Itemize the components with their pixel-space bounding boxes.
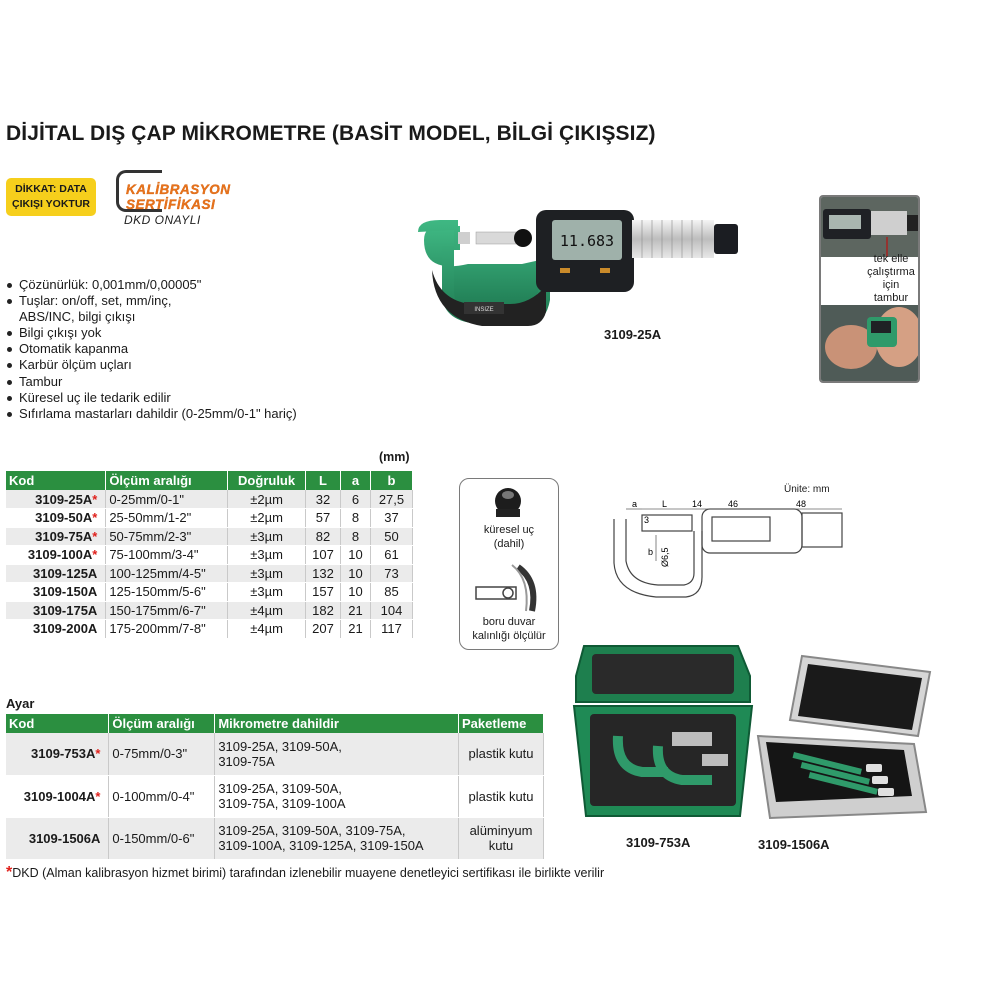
table-header-row: [6, 471, 413, 490]
table-row: [6, 583, 413, 602]
warning-badge: [6, 178, 96, 216]
cell-b: 85: [370, 583, 412, 602]
set-cell-range: 0-75mm/0-3": [109, 733, 215, 775]
cell-l: 107: [306, 546, 341, 565]
cell-code: 3109-175A: [6, 601, 106, 620]
set-col-header-packing: Paketleme: [459, 714, 544, 733]
set-cell-code: 3109-1506A: [6, 817, 109, 859]
cell-b: 37: [370, 509, 412, 528]
dimension-label-48: 48: [796, 499, 807, 509]
cell-b: 50: [370, 527, 412, 546]
inset-line1: tek elle: [873, 253, 909, 265]
set-table: [6, 714, 544, 860]
table-row: [6, 564, 413, 583]
col-header-l: L: [306, 471, 341, 490]
warning-line2: ÇIKIŞI YOKTUR: [12, 198, 90, 210]
calibration-logo: [116, 170, 246, 228]
set-section-title: Ayar: [6, 696, 35, 711]
inset-line3: için tambur: [873, 279, 909, 304]
product-caption: 3109-25A: [604, 327, 662, 342]
table-row: [6, 509, 413, 528]
feature-item: ABS/INC, bilgi çıkışı: [19, 309, 136, 325]
inset-caption: [865, 253, 917, 305]
set-cell-included: 3109-25A, 3109-50A, 3109-75A: [215, 733, 459, 775]
dimension-drawing: [606, 483, 846, 613]
set-row: [6, 775, 544, 817]
feature-item: Tambur: [6, 374, 297, 390]
display-readout: 11.683: [559, 232, 615, 250]
cell-a: 8: [341, 509, 371, 528]
page-title: DİJİTAL DIŞ ÇAP MİKROMETRE (BASİT MODEL, BİLGİ ÇIKIŞSIZ): [6, 122, 656, 145]
cell-range: 100-125mm/4-5": [106, 564, 228, 583]
dimension-label-46: 46: [728, 499, 739, 509]
table-row: [6, 527, 413, 546]
brand-text: INSIZE: [474, 307, 494, 313]
cell-a: 21: [341, 620, 371, 639]
cell-b: 27,5: [370, 490, 412, 509]
feature-list: [6, 277, 297, 422]
cell-range: 25-50mm/1-2": [106, 509, 228, 528]
calibration-line3: DKD ONAYLI: [124, 213, 201, 227]
set-caption-753: 3109-753A: [626, 835, 691, 850]
cell-code: 3109-100A*: [6, 546, 106, 565]
dimension-unit: Ünite: mm: [784, 484, 830, 495]
cell-accuracy: ±3µm: [228, 546, 306, 565]
calibration-line1: KALİBRASYON: [126, 182, 231, 197]
pipe-wall-line2: kalınlığı ölçülür: [472, 630, 546, 642]
pipe-wall-line1: boru duvar: [482, 616, 536, 628]
cell-l: 57: [306, 509, 341, 528]
cell-b: 73: [370, 564, 412, 583]
feature-item: Otomatik kapanma: [6, 341, 297, 357]
cell-l: 182: [306, 601, 341, 620]
dimension-label-14: 14: [692, 499, 703, 509]
cell-range: 75-100mm/3-4": [106, 546, 228, 565]
dimension-diagram: [606, 483, 846, 613]
cell-code: 3109-25A*: [6, 490, 106, 509]
dimension-label-l: L: [662, 499, 668, 509]
cell-accuracy: ±2µm: [228, 490, 306, 509]
cell-l: 82: [306, 527, 341, 546]
cell-accuracy: ±4µm: [228, 620, 306, 639]
cell-accuracy: ±4µm: [228, 601, 306, 620]
spherical-tip-line2: (dahil): [493, 538, 525, 550]
cell-b: 117: [370, 620, 412, 639]
set-caption-1506: 3109-1506A: [758, 837, 830, 852]
table-row: [6, 546, 413, 565]
table-row: [6, 490, 413, 509]
col-header-b: b: [370, 471, 412, 490]
cell-code: 3109-125A: [6, 564, 106, 583]
cell-code: 3109-50A*: [6, 509, 106, 528]
cell-a: 8: [341, 527, 371, 546]
set-cell-code: 3109-1004A*: [6, 775, 109, 817]
table-row: [6, 601, 413, 620]
feature-item: Çözünürlük: 0,001mm/0,00005": [6, 277, 297, 293]
calibration-line2: SERTİFİKASI: [126, 197, 216, 212]
cell-a: 21: [341, 601, 371, 620]
spherical-tip-line1: küresel uç: [483, 524, 535, 536]
dimension-label-3: 3: [644, 515, 650, 525]
cell-l: 157: [306, 583, 341, 602]
set-cell-packing: plastik kutu: [459, 733, 544, 775]
set-row: [6, 733, 544, 775]
dimension-label-d65: Ø6,5: [660, 547, 670, 567]
spherical-tip-caption: [460, 523, 558, 551]
inset-line2: çalıştırma: [867, 266, 915, 278]
micrometer-image: [410, 200, 750, 340]
pipe-wall-caption: [460, 615, 558, 643]
feature-item: Bilgi çıkışı yok: [6, 325, 297, 341]
set-cell-range: 0-100mm/0-4": [109, 775, 215, 817]
dimension-label-a: a: [632, 499, 638, 509]
col-header-accuracy: Doğruluk: [228, 471, 306, 490]
col-header-range: Ölçüm aralığı: [106, 471, 228, 490]
feature-item: Tuşlar: on/off, set, mm/inç,: [6, 293, 297, 309]
cell-code: 3109-75A*: [6, 527, 106, 546]
set-cell-range: 0-150mm/0-6": [109, 817, 215, 859]
set-row: [6, 817, 544, 859]
cell-l: 32: [306, 490, 341, 509]
cell-b: 61: [370, 546, 412, 565]
cell-range: 0-25mm/0-1": [106, 490, 228, 509]
set-cell-packing: plastik kutu: [459, 775, 544, 817]
cell-accuracy: ±3µm: [228, 583, 306, 602]
cell-l: 207: [306, 620, 341, 639]
set-cell-included: 3109-25A, 3109-50A, 3109-75A, 3109-100A: [215, 775, 459, 817]
table-row: [6, 620, 413, 639]
cell-l: 132: [306, 564, 341, 583]
cell-b: 104: [370, 601, 412, 620]
aluminum-case-image: [754, 652, 934, 832]
cell-range: 125-150mm/5-6": [106, 583, 228, 602]
footnote: [6, 864, 604, 882]
cell-code: 3109-150A: [6, 583, 106, 602]
cell-a: 10: [341, 564, 371, 583]
spec-table: [6, 471, 413, 639]
col-header-a: a: [341, 471, 371, 490]
thimble-inset: [819, 195, 920, 383]
col-header-kod: Kod: [6, 471, 106, 490]
plastic-case-image: [572, 636, 754, 826]
dimension-label-b: b: [648, 547, 654, 557]
cell-code: 3109-200A: [6, 620, 106, 639]
footnote-star: *: [6, 864, 13, 881]
cell-accuracy: ±2µm: [228, 509, 306, 528]
cell-a: 10: [341, 583, 371, 602]
cell-range: 50-75mm/2-3": [106, 527, 228, 546]
cell-accuracy: ±3µm: [228, 527, 306, 546]
cell-a: 10: [341, 546, 371, 565]
unit-label: (mm): [379, 450, 410, 464]
set-col-header-range: Ölçüm aralığı: [109, 714, 215, 733]
cell-a: 6: [341, 490, 371, 509]
set-cell-code: 3109-753A*: [6, 733, 109, 775]
set-cell-packing: alüminyum kutu: [459, 817, 544, 859]
set-header-row: [6, 714, 544, 733]
cell-accuracy: ±3µm: [228, 564, 306, 583]
feature-item: Sıfırlama mastarları dahildir (0-25mm/0-1" hariç): [6, 406, 297, 422]
spherical-tip-box: [459, 478, 559, 650]
feature-item: Küresel uç ile tedarik edilir: [6, 390, 297, 406]
set-col-header-kod: Kod: [6, 714, 109, 733]
feature-item: Karbür ölçüm uçları: [6, 357, 297, 373]
footnote-text: DKD (Alman kalibrasyon hizmet birimi) tarafından izlenebilir muayene denetleyici sertifikası ile birlikte verilir: [12, 866, 605, 880]
set-col-header-included: Mikrometre dahildir: [215, 714, 459, 733]
cell-range: 175-200mm/7-8": [106, 620, 228, 639]
cell-range: 150-175mm/6-7": [106, 601, 228, 620]
warning-line1: DİKKAT: DATA: [15, 183, 87, 195]
set-cell-included: 3109-25A, 3109-50A, 3109-75A, 3109-100A, 3109-125A, 3109-150A: [215, 817, 459, 859]
